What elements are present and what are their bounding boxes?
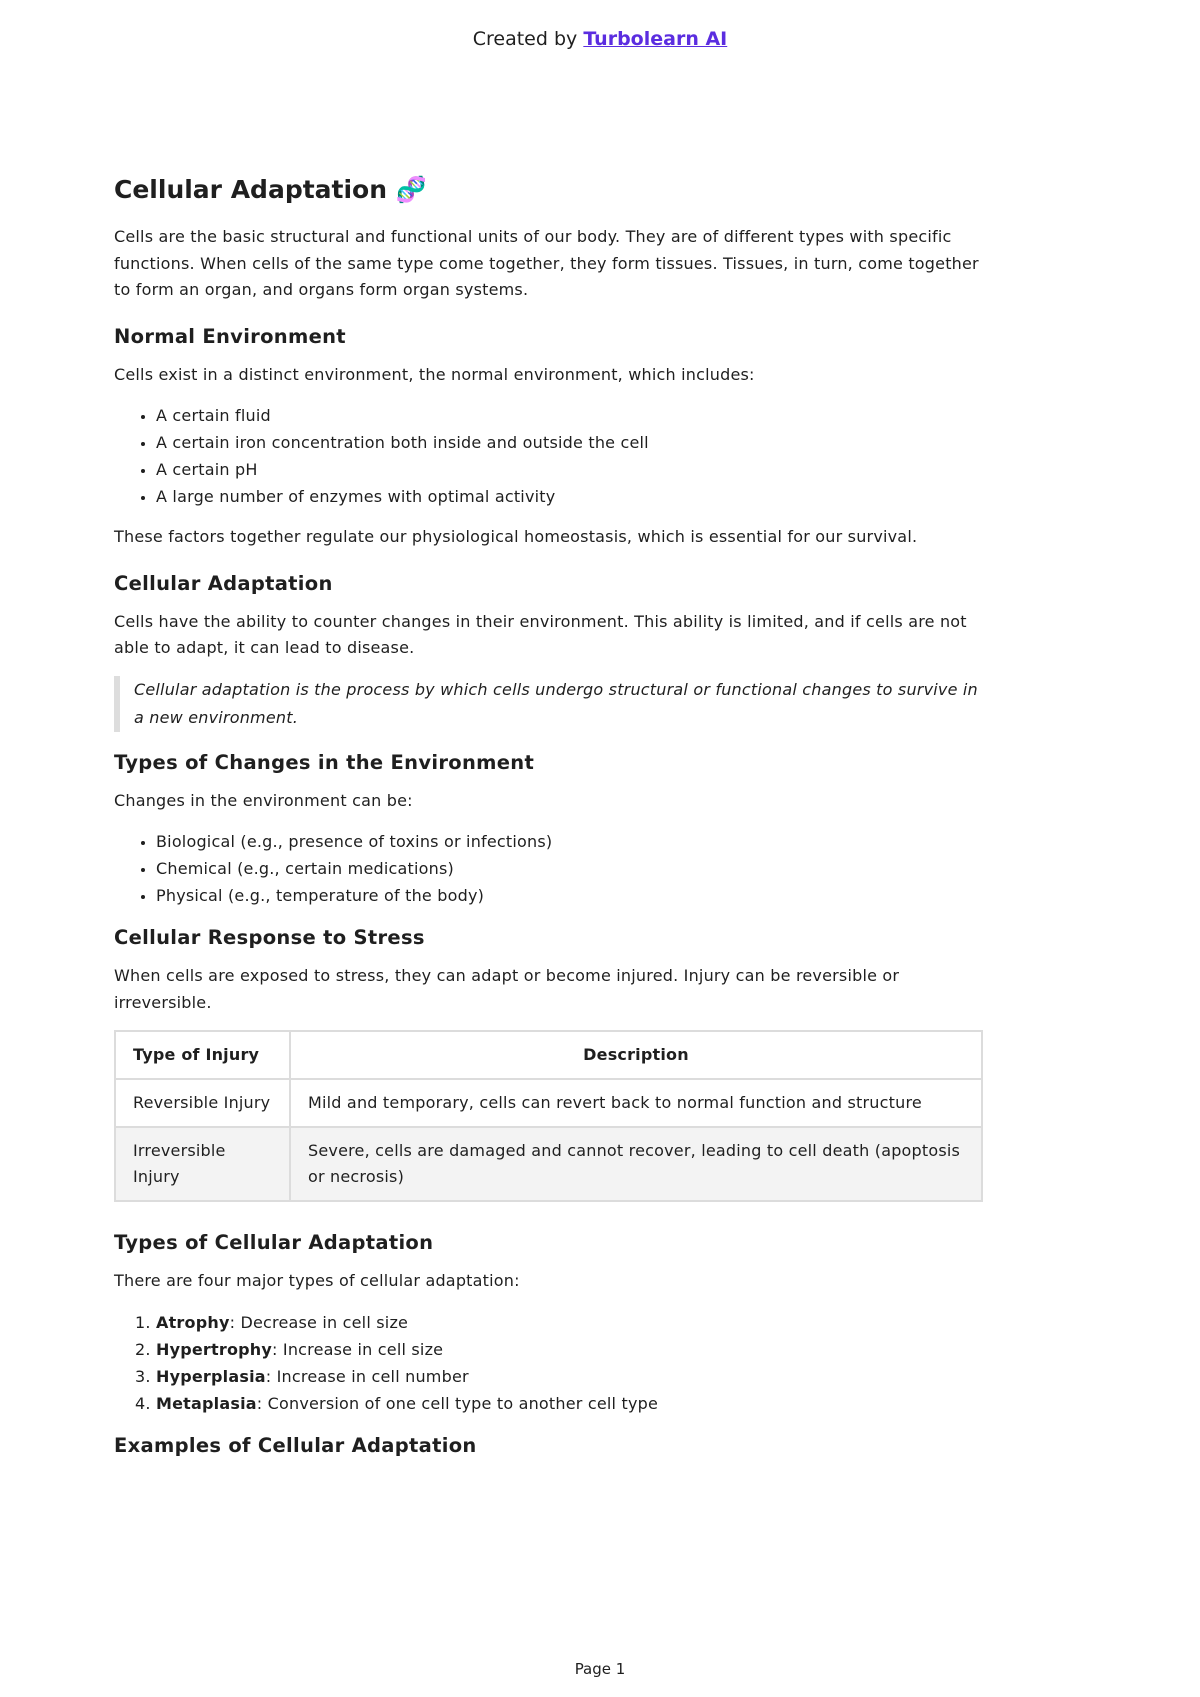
term-description: : Increase in cell size [272, 1339, 444, 1359]
table-row [115, 1127, 982, 1201]
term-description: : Decrease in cell size [229, 1312, 409, 1332]
header-prefix: Created by [472, 28, 584, 50]
environment-changes-lead: Changes in the environment can be: [114, 790, 413, 810]
page-number: Page 1 [574, 1660, 626, 1678]
list-item: • A large number of enzymes with optimal activity [156, 483, 984, 510]
term-description: : Conversion of one cell type to another cell type [256, 1393, 659, 1413]
adaptation-types-lead: There are four major types of cellular adaptation: [114, 1271, 520, 1290]
adaptation-types-heading: Types of Cellular Adaptation [114, 1231, 434, 1254]
intro-paragraph: Cells are the basic structural and functional units of our body. They are of different types with specific functions. When cells of the same type come together, they form tissues. Tissues, in turn, come together to form an organ, and organs form organ systems. [114, 227, 979, 299]
term-description: : Increase in cell number [265, 1366, 469, 1386]
list-item: • A certain iron concentration both inside and outside the cell [156, 429, 984, 456]
term: Hypertrophy [156, 1339, 273, 1359]
list-item [156, 1363, 984, 1390]
table-cell: Reversible Injury [115, 1079, 290, 1127]
table-cell: Irreversible Injury [115, 1127, 290, 1201]
turbolearn-link[interactable]: Turbolearn AI [583, 28, 728, 50]
document-content [114, 172, 984, 1471]
list-item: • A certain pH [156, 456, 984, 483]
list-item [156, 1390, 984, 1417]
list-item [156, 1309, 984, 1336]
term: Hyperplasia [156, 1366, 266, 1386]
column-header-type: Type of Injury [115, 1031, 290, 1079]
environment-changes-list [114, 828, 984, 909]
table-cell: Severe, cells are damaged and cannot recover, leading to cell death (apoptosis or necrosis) [290, 1127, 982, 1201]
page-title: Cellular Adaptation 🧬 [114, 175, 427, 204]
cellular-adaptation-heading: Cellular Adaptation [114, 571, 333, 595]
page-header [0, 28, 1200, 50]
normal-environment-closing: These factors together regulate our physiological homeostasis, which is essential for our survival. [114, 527, 918, 546]
table-row [115, 1079, 982, 1127]
column-header-description: Description [290, 1031, 982, 1079]
normal-environment-lead: Cells exist in a distinct environment, the normal environment, which includes: [114, 364, 755, 384]
stress-response-text: When cells are exposed to stress, they can adapt or become injured. Injury can be reversible or irreversible. [114, 966, 900, 1012]
list-item: • Physical (e.g., temperature of the body) [156, 882, 984, 909]
normal-environment-list [114, 402, 984, 510]
list-item: • A certain fluid [156, 402, 984, 429]
term: Metaplasia [156, 1393, 257, 1413]
cellular-adaptation-text: Cells have the ability to counter changes in their environment. This ability is limited, and if cells are not able to adapt, it can lead to disease. [114, 611, 967, 657]
examples-heading: Examples of Cellular Adaptation [114, 1433, 477, 1457]
term: Atrophy [156, 1312, 230, 1332]
environment-changes-heading: Types of Changes in the Environment [114, 750, 535, 774]
list-item [156, 1336, 984, 1363]
adaptation-types-list [114, 1309, 984, 1417]
table-header-row [115, 1031, 982, 1079]
table-cell: Mild and temporary, cells can revert back to normal function and structure [290, 1079, 982, 1127]
list-item: • Chemical (e.g., certain medications) [156, 855, 984, 882]
stress-response-heading: Cellular Response to Stress [114, 926, 425, 949]
injury-table [114, 1030, 983, 1202]
list-item: • Biological (e.g., presence of toxins or infections) [156, 828, 984, 855]
normal-environment-heading: Normal Environment [114, 324, 346, 348]
definition-quote: Cellular adaptation is the process by which cells undergo structural or functional changes to survive in a new environment. [114, 676, 984, 732]
